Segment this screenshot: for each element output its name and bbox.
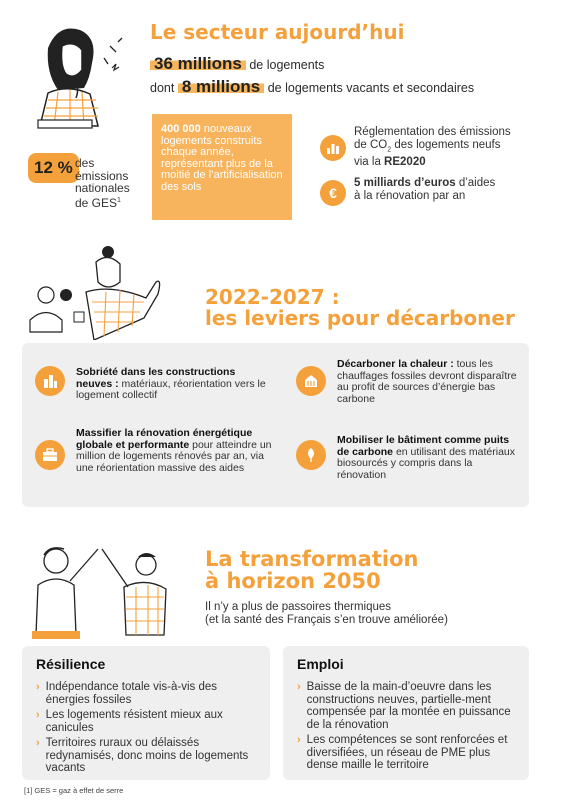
lever-card-carbon-sink: Mobiliser le bâtiment comme puits de carbone en utilisant des matériaux biosourcés y compris dans la rénovation (337, 434, 516, 481)
vacant-stat (150, 77, 474, 97)
heater-icon (296, 366, 326, 396)
lever-card-sobriety: Sobriété dans les constructions neuves : matériaux, réorientation vers le logement collectif (76, 366, 266, 401)
resilience-panel (22, 646, 270, 780)
buildings-icon (35, 366, 65, 396)
footnote: [1] GES = gaz à effet de serre (24, 786, 124, 795)
woman-thinking-illustration (18, 18, 130, 130)
section-2050-subtitle: Il n’y a plus de passoires thermiques (et la santé des Français s’en trouve améliorée) (205, 601, 448, 626)
aid-amount: 5 milliards d’euros (354, 177, 456, 189)
resilience-title: Résilience (36, 656, 106, 672)
list-item: › Les compétences se sont renforcées et diversifiées, un réseau de PME plus dense maille le territoire (297, 734, 508, 771)
list-item: › Indépendance totale vis-à-vis des énergies fossiles (36, 681, 217, 706)
chart-bars-icon (320, 135, 346, 161)
lever-card-heat: Décarboner la chaleur : tous les chauffages fossiles devront disparaître au profit de sources d’énergie bas carbone (337, 358, 517, 405)
employment-panel (283, 646, 529, 780)
new-housing-box (152, 114, 292, 220)
euro-icon: € (320, 180, 346, 206)
ges-percent: 12 % (34, 158, 73, 177)
regulation-text: Réglementation des émissions de $CO_2$ des logements neufs via la RE2020 (354, 126, 511, 169)
woman-flexing-illustration (16, 240, 166, 340)
toolbox-icon (35, 440, 65, 470)
housing-count: 36 millions (150, 54, 246, 73)
leaf-icon (296, 440, 326, 470)
high-five-illustration (14, 535, 184, 643)
housing-stat (150, 54, 324, 74)
vacant-count: 8 millions (178, 77, 264, 96)
aid-text: 5 milliards d’euros d’aides à la rénovation par an (354, 177, 496, 202)
lever-card-renovation: Massifier la rénovation énergétique globale et performante pour atteindre un million de logements rénovés par an, via une réorientation massive des aides (76, 427, 272, 474)
vacant-label: de logements vacants et secondaires (267, 81, 475, 95)
new-housing-count: 400 000 (161, 123, 201, 135)
vacant-prefix: dont (150, 81, 175, 95)
housing-label: de logements (249, 58, 325, 72)
ges-label: des émissions nationales de GES$^1$ (75, 156, 130, 210)
section-title-today: Le secteur aujourd’hui (150, 20, 405, 44)
list-item: › Baisse de la main-d’oeuvre dans les constructions neuves, partielle-ment compensée par la montée en puissance de la rénovation (297, 681, 511, 731)
section-title-levers: 2022-2027 : les leviers pour décarboner (205, 285, 515, 330)
new-housing-text: nouveaux logements construits chaque année, représentant plus de la moitié de l’artificialisation des sols (161, 123, 283, 193)
employment-title: Emploi (297, 656, 344, 672)
list-item: › Territoires ruraux ou délaissés redynamisés, donc moins de logements vacants (36, 737, 249, 774)
ges-percent-badge (28, 153, 79, 183)
section-title-2050: La transformation à horizon 2050 (205, 547, 419, 593)
list-item: › Les logements résistent mieux aux canicules (36, 709, 223, 734)
